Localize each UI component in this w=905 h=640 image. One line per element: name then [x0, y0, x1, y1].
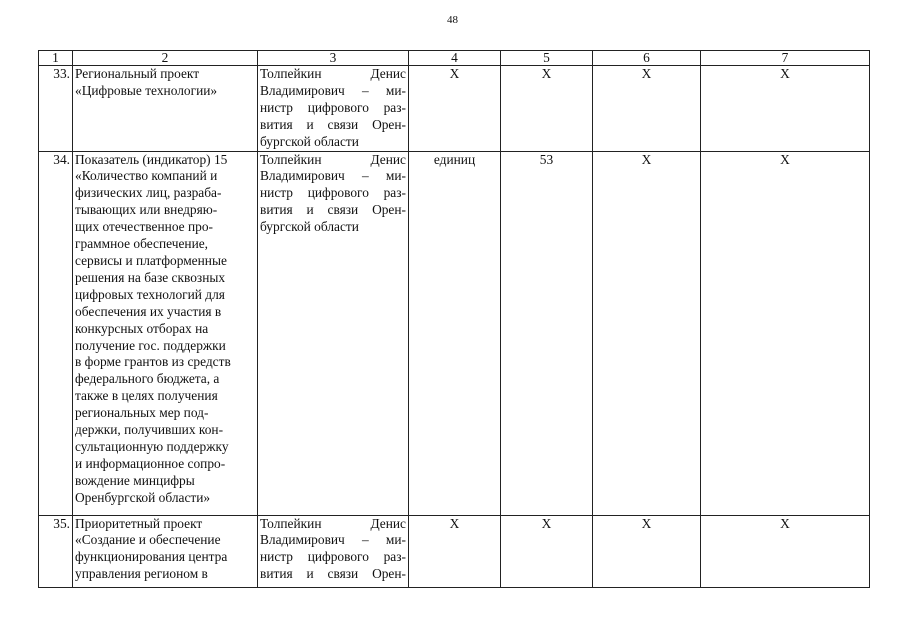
cell-col4: единиц [409, 151, 501, 515]
item-name-line: сервисы и платформенные [75, 252, 227, 268]
header-cell-5: 5 [501, 51, 593, 66]
item-name-line: «Создание и обеспечение [75, 532, 221, 548]
item-name-line: решения на базе сквозных [75, 269, 226, 285]
item-name-line: «Цифровые технологии» [75, 82, 218, 98]
responsible-line: бургской области [260, 219, 359, 235]
table-row [39, 66, 870, 152]
responsible-line: Владимирович – ми- [260, 82, 406, 98]
cell-col4: Х [409, 66, 501, 152]
item-name-line: Показатель (индикатор) 15 [75, 151, 228, 167]
responsible-line: Толпейкин Денис [260, 151, 406, 167]
page-number: 48 [447, 14, 458, 26]
item-name-line: цифровых технологий для [75, 286, 225, 302]
responsible-line: Владимирович – ми- [260, 168, 406, 184]
cell-col4: Х [409, 515, 501, 587]
header-cell-6: 6 [593, 51, 701, 66]
item-name-line: «Количество компаний и [75, 168, 218, 184]
cell-col7: Х [701, 515, 870, 587]
item-name [73, 151, 258, 515]
row-number: 33. [39, 66, 73, 152]
row-number: 35. [39, 515, 73, 587]
cell-col6: Х [593, 515, 701, 587]
item-name-line: вождение минцифры [75, 472, 195, 488]
header-cell-7: 7 [701, 51, 870, 66]
indicator-table [38, 50, 870, 588]
item-name-line: получение гос. поддержки [75, 337, 226, 353]
item-name-line: сультационную поддержку [75, 438, 229, 454]
header-cell-1: 1 [39, 51, 73, 66]
responsible-line: нистр цифрового раз- [260, 549, 406, 565]
item-name [73, 515, 258, 587]
item-name-line: в форме грантов из средств [75, 354, 231, 370]
item-name-line: региональных мер под- [75, 405, 209, 421]
responsible-line: бургской области [260, 133, 359, 149]
header-cell-2: 2 [73, 51, 258, 66]
item-name-line: управления регионом в [75, 566, 208, 582]
responsible-line: вития и связи Орен- [260, 202, 406, 218]
responsible-person [258, 66, 409, 152]
item-name-line: держки, получивших кон- [75, 422, 224, 438]
cell-col5: 53 [501, 151, 593, 515]
header-cell-3: 3 [258, 51, 409, 66]
item-name-line: Региональный проект [75, 66, 200, 81]
header-cell-4: 4 [409, 51, 501, 66]
cell-col6: Х [593, 66, 701, 152]
responsible-line: Владимирович – ми- [260, 532, 406, 548]
item-name-line: тывающих или внедряю- [75, 202, 218, 218]
item-name-line: федерального бюджета, а [75, 371, 220, 387]
responsible-line: вития и связи Орен- [260, 116, 406, 132]
responsible-line: нистр цифрового раз- [260, 99, 406, 115]
cell-col7: Х [701, 151, 870, 515]
responsible-person [258, 151, 409, 515]
table-row [39, 515, 870, 587]
item-name-line: граммное обеспечение, [75, 236, 209, 252]
cell-col5: Х [501, 515, 593, 587]
item-name-line: обеспечения их участия в [75, 303, 222, 319]
header-row [39, 51, 870, 66]
responsible-line: Толпейкин Денис [260, 515, 406, 531]
row-number: 34. [39, 151, 73, 515]
cell-col5: Х [501, 66, 593, 152]
item-name-line: щих отечественное про- [75, 219, 213, 235]
cell-col7: Х [701, 66, 870, 152]
item-name-line: конкурсных отборах на [75, 320, 209, 336]
item-name-line: также в целях получения [75, 388, 218, 404]
responsible-line: нистр цифрового раз- [260, 185, 406, 201]
item-name [73, 66, 258, 152]
responsible-person [258, 515, 409, 587]
item-name-line: и информационное сопро- [75, 455, 226, 471]
item-name-line: физических лиц, разраба- [75, 185, 222, 201]
responsible-line: вития и связи Орен- [260, 566, 406, 582]
responsible-line: Толпейкин Денис [260, 66, 406, 81]
item-name-line: Приоритетный проект [75, 515, 203, 531]
item-name-line: функционирования центра [75, 549, 228, 565]
table-row [39, 151, 870, 515]
cell-col6: Х [593, 151, 701, 515]
item-name-line: Оренбургской области» [75, 489, 211, 505]
